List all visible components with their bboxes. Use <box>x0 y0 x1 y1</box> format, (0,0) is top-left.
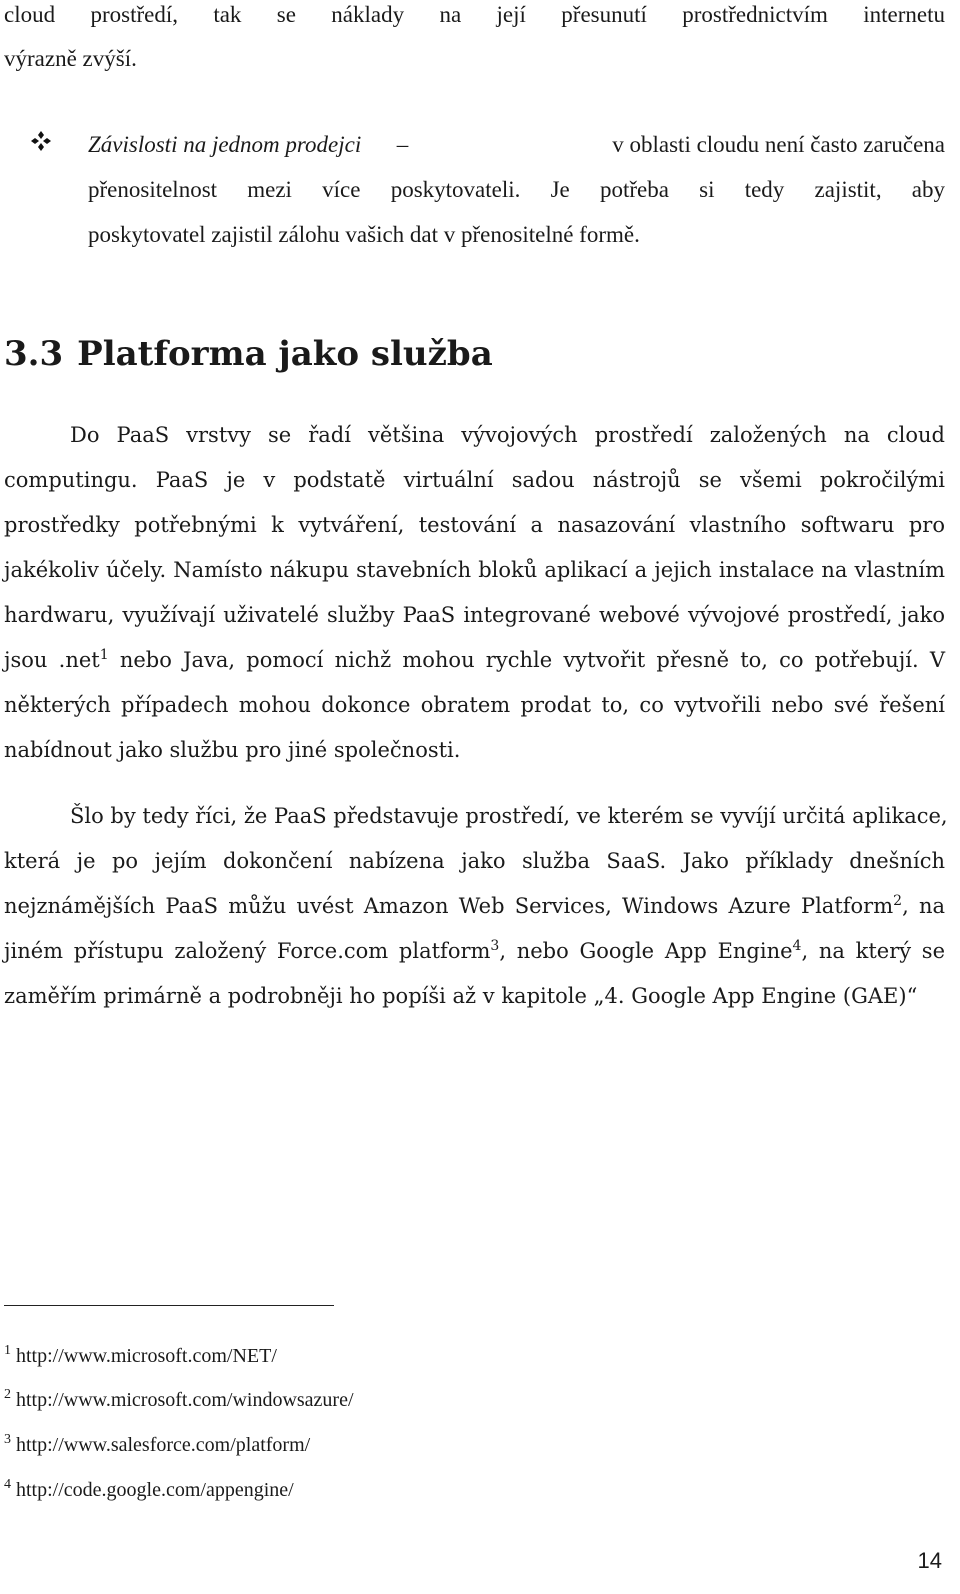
footnote-3-link[interactable]: http://www.salesforce.com/platform/ <box>16 1434 311 1456</box>
para2-line-4 <box>4 936 945 966</box>
footnote-3 <box>4 1433 310 1457</box>
bullet-line-3: poskytovatel zajistil zálohu vašich dat v přenositelné formě. <box>88 222 640 247</box>
bullet-line-2: přenositelnost mezi více poskytovateli. Je potřeba si tedy zajistit, aby <box>88 177 945 202</box>
footnote-ref-3: 3 <box>490 938 500 954</box>
para1-line-6a: jsou .net <box>4 648 100 672</box>
footnote-1-link[interactable]: http://www.microsoft.com/NET/ <box>16 1345 277 1367</box>
footnote-2 <box>4 1388 354 1412</box>
footnote-ref-1: 1 <box>99 647 109 663</box>
para1-line-8: nabídnout jako službu pro jiné společnosti. <box>4 738 461 762</box>
para2-line-4a: jiném přístupu založený Force.com platform <box>4 939 491 963</box>
para1-line-3: prostředky potřebnými k vytváření, testování a nasazování vlastního softwaru pro <box>4 513 945 537</box>
para1-line-5: hardwaru, využívají uživatelé služby PaaS integrované webové vývojové prostředí, jako <box>4 603 945 627</box>
footnote-2-link[interactable]: http://www.microsoft.com/windowsazure/ <box>16 1389 354 1411</box>
para2-line-4c: , na který se <box>801 939 945 963</box>
section-title: Platforma jako služba <box>77 334 493 374</box>
para1-line-2: computingu. PaaS je v podstatě virtuální sadou nástrojů se všemi pokročilými <box>4 468 945 492</box>
footnote-4-link[interactable]: http://code.google.com/appengine/ <box>16 1479 294 1501</box>
footnote-4 <box>4 1478 294 1502</box>
para1-line-1: Do PaaS vrstvy se řadí většina vývojových prostředí založených na cloud <box>70 423 945 447</box>
page-number: 14 <box>917 1548 942 1573</box>
section-heading <box>4 334 493 374</box>
bullet-term: Závislosti na jednom prodejci <box>88 132 362 157</box>
footnote-2-number: 2 <box>4 1387 11 1403</box>
footnote-4-number: 4 <box>4 1477 11 1493</box>
bullet-dash: – <box>396 132 409 157</box>
continued-line-1: cloud prostředí, tak se náklady na její přesunutí prostřednictvím internetu <box>4 2 945 27</box>
bullet-line-1 <box>88 130 945 160</box>
section-number: 3.3 <box>4 334 64 374</box>
footnote-ref-2: 2 <box>893 893 903 909</box>
para1-line-6 <box>4 645 945 675</box>
para2-line-5: zaměřím primárně a podrobněji ho popíši až v kapitole „4. Google App Engine (GAE)“ <box>4 984 918 1008</box>
para2-line-3a: nejznámějších PaaS můžu uvést Amazon Web Services, Windows Azure Platform <box>4 894 894 918</box>
para2-line-2: která je po jejím dokončení nabízena jako služba SaaS. Jako příklady dnešních <box>4 849 945 873</box>
para2-line-1: Šlo by tedy říci, že PaaS představuje prostředí, ve kterém se vyvíjí určitá aplikace, <box>70 804 948 828</box>
footnote-3-number: 3 <box>4 1432 11 1448</box>
footnote-1 <box>4 1344 277 1368</box>
para2-line-4b: , nebo Google App Engine <box>499 939 793 963</box>
continued-line-2: výrazně zvýší. <box>4 46 137 71</box>
footnote-separator <box>4 1305 334 1306</box>
para2-line-3 <box>4 891 945 921</box>
footnote-1-number: 1 <box>4 1343 11 1359</box>
para1-line-6b: nebo Java, pomocí nichž mohou rychle vytvořit přesně to, co potřebují. V <box>108 648 945 672</box>
bullet-line-1-rest: v oblasti cloudu není často zaručena <box>612 132 945 157</box>
para2-line-3b: , na <box>902 894 945 918</box>
footnote-ref-4: 4 <box>792 938 802 954</box>
para1-line-7: některých případech mohou dokonce obratem prodat to, co vytvořili nebo své řešení <box>4 693 945 717</box>
diamond-bullet-icon <box>30 130 52 152</box>
para1-line-4: jakékoliv účely. Namísto nákupu stavebních bloků aplikací a jejich instalace na vlastním <box>4 558 945 582</box>
